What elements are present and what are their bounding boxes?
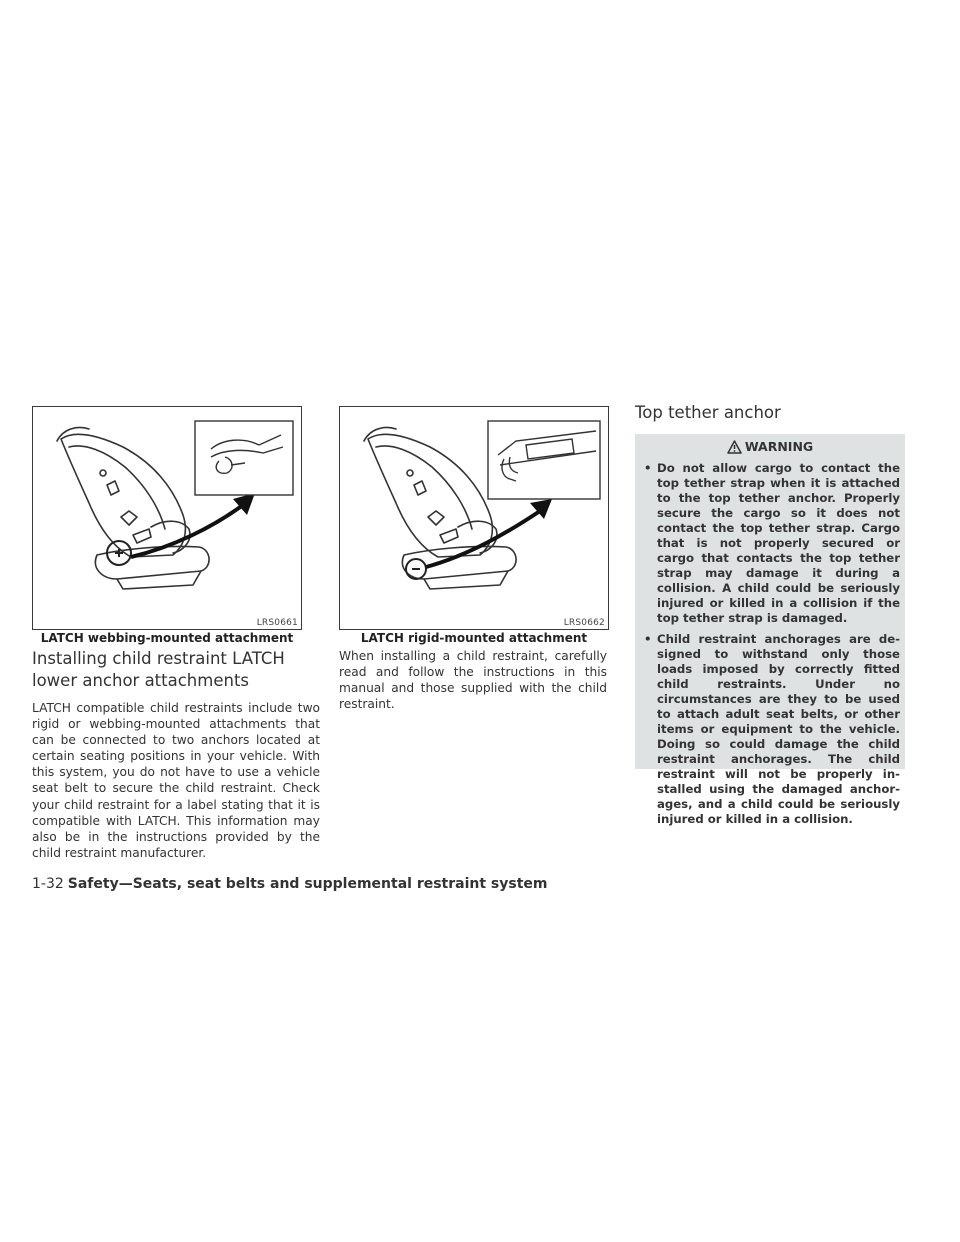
seat-rigid-illustration (340, 407, 608, 629)
section-heading (32, 648, 302, 692)
bullet: • (644, 631, 652, 646)
bullet: • (644, 461, 652, 475)
figure-code: LRS0661 (256, 618, 298, 628)
warning-item (635, 632, 905, 828)
warning-list (635, 461, 905, 832)
warning-item-text: Do not allow cargo to contact the top tether strap when it is attached to the top tether anchor. Properly secure the cargo so it does not contact the top tether strap. Cargo that is not properly secured or cargo that contacts the top tether strap may damage it during a collision. A child could be seriously injured or killed in a collision if the top tether strap is damaged. (657, 461, 900, 626)
section-heading: Top tether anchor (635, 403, 781, 422)
figure-caption: LATCH webbing-mounted attachment (40, 631, 294, 645)
inset-frame (195, 421, 293, 495)
page-number: 1-32 (32, 876, 64, 892)
figure-caption: LATCH rigid-mounted attachment (360, 631, 588, 645)
figure-rigid-mounted (339, 406, 609, 630)
figure-code: LRS0662 (563, 618, 605, 628)
seat-webbing-illustration (33, 407, 301, 629)
page-footer (32, 876, 548, 892)
section-title: Safety—Seats, seat belts and supplemental restraint system (67, 876, 548, 892)
latch-paragraph: LATCH compatible child restraints include two rigid or webbing-mounted attachments that can be connected to two anchors located at certain seating positions in your vehicle. With this system, you do not have to use a vehicle seat belt to secure the child restraint. Check your child restraint for a label stating that it is compatible with LATCH. This information may also be in the instructions provided by the child restraint manufacturer. (32, 701, 320, 860)
warning-triangle-icon (727, 440, 742, 454)
installing-paragraph: When installing a child restraint, carefully read and follow the instructions in this manual and those supplied with the child restraint. (339, 649, 607, 712)
warning-header (635, 439, 905, 454)
heading-line: Installing child restraint LATCH (32, 649, 285, 668)
warning-item-text: Child restraint anchorages are designed to withstand only those loads imposed by correctly fitted child restraints. Under no circumstances are they to be used to attach adult seat belts, or other items or equipment to the vehicle. Doing so could damage the child restraint anchorages. The child restraint will not be properly installed using the damaged anchorages, and a child could be seriously injured or killed in a collision. (657, 631, 900, 827)
warning-label: WARNING (744, 439, 814, 454)
warning-box (635, 434, 905, 827)
figure-webbing-mounted (32, 406, 302, 630)
warning-item (635, 461, 905, 627)
heading-line: lower anchor attachments (32, 671, 250, 690)
